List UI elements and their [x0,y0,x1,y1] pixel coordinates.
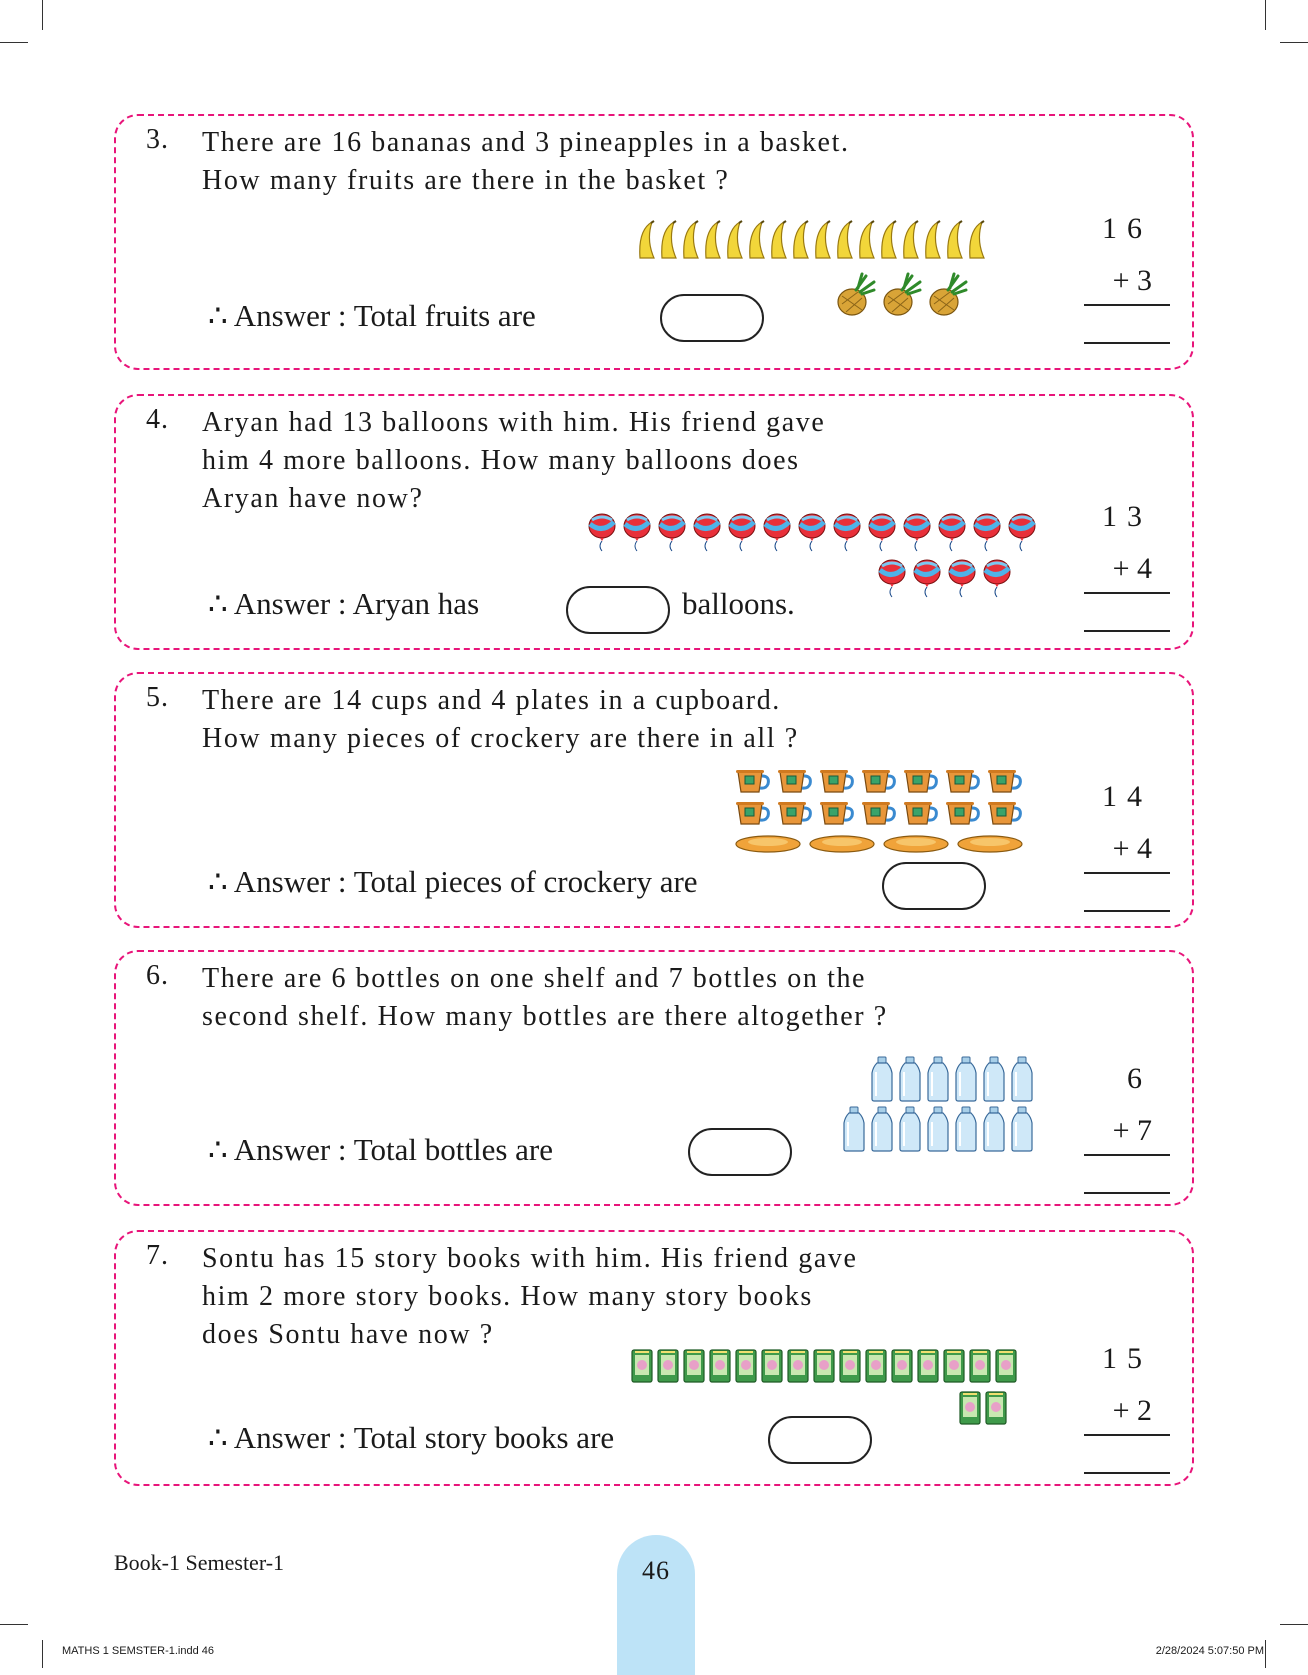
book-icon [890,1348,914,1384]
balloon-icon [726,512,758,552]
balloon-icon [586,512,618,552]
question-line: Sontu has 15 story books with him. His friend gave [202,1243,858,1274]
balloon-icon [761,512,793,552]
answer-text: ∴ Answer : Total story books are [208,1420,615,1455]
banana-icon [812,220,834,262]
book-icon [760,1348,784,1384]
question-line: him 2 more story books. How many story books [202,1281,813,1312]
answer-text: ∴ Answer : Total bottles are [208,1132,553,1167]
bottle-icon [1010,1056,1034,1102]
question-line: does Sontu have now ? [202,1319,494,1350]
crop-mark [0,42,28,43]
crop-mark [42,1640,43,1668]
question-4-box [114,394,1194,650]
sum-line [1084,1472,1170,1474]
cup-icon [944,768,982,796]
question-text [202,1240,858,1354]
book-icon [942,1348,966,1384]
print-slug-file: MATHS 1 SEMSTER-1.indd 46 [62,1645,215,1657]
bottle-icon [870,1106,894,1152]
addend-1: 6 [1127,1062,1152,1095]
answer-text: ∴ Answer : Total pieces of crockery are [208,864,698,899]
question-3-box [114,114,1194,370]
book-icon [968,1348,992,1384]
sum-line [1084,592,1170,594]
answer-input-box[interactable] [768,1416,872,1464]
book-icon [656,1348,680,1384]
book-icon [630,1348,654,1384]
balloon-icon [656,512,688,552]
answer-text: ∴ Answer : Total fruits are [208,298,536,333]
balloon-icon [831,512,863,552]
crop-mark [0,1624,28,1625]
bottle-icon [954,1056,978,1102]
crop-mark [1265,1640,1266,1668]
sum-line [1084,1434,1170,1436]
book-icon [994,1348,1018,1384]
question-number: 4. [146,404,169,435]
cup-icon [986,768,1024,796]
sum-line [1084,1154,1170,1156]
bottle-icon [1010,1106,1034,1152]
question-6-box [114,950,1194,1206]
question-number: 7. [146,1240,169,1271]
addend-2: + 7 [1112,1114,1152,1147]
crop-mark [42,0,43,30]
banana-icon [944,220,966,262]
cup-icon [860,800,898,828]
sum-line [1084,910,1170,912]
plate-icon [956,834,1024,854]
addend-2: + 4 [1112,832,1152,865]
crop-mark [1265,0,1266,30]
book-icon [864,1348,888,1384]
plate-icon [734,834,802,854]
question-line: How many pieces of crockery are there in all ? [202,723,799,754]
question-number: 5. [146,682,169,713]
crop-mark [1280,1624,1308,1625]
question-line: him 4 more balloons. How many balloons does [202,445,800,476]
cup-icon [860,768,898,796]
balloon-icon [691,512,723,552]
answer-input-box[interactable] [882,862,986,910]
balloon-icon [796,512,828,552]
bottle-icon [842,1106,866,1152]
banana-icon [636,220,658,262]
question-text [202,124,850,200]
balloon-icon [911,558,943,598]
banana-icon [702,220,724,262]
cup-icon [734,768,772,796]
pineapple-icon [924,272,970,318]
banana-icon [724,220,746,262]
question-5-box [114,672,1194,928]
crop-mark [1280,42,1308,43]
answer-input-box[interactable] [688,1128,792,1176]
balloon-icon [971,512,1003,552]
book-icon [734,1348,758,1384]
print-slug-date: 2/28/2024 5:07:50 PM [1155,1645,1264,1657]
balloon-icon [621,512,653,552]
book-icon [838,1348,862,1384]
banana-icon [878,220,900,262]
cup-icon [944,800,982,828]
addend-2: + 4 [1112,552,1152,585]
bottle-icon [982,1056,1006,1102]
sum-line [1084,872,1170,874]
banana-icon [768,220,790,262]
addend-1: 13 [1102,500,1152,533]
question-text [202,404,825,518]
answer-unit: balloons. [682,586,795,621]
banana-icon [834,220,856,262]
sum-line [1084,1192,1170,1194]
book-label: Book-1 Semester-1 [114,1550,285,1575]
bottle-icon [870,1056,894,1102]
banana-icon [922,220,944,262]
cup-icon [986,800,1024,828]
balloon-icon [1006,512,1038,552]
bottle-icon [982,1106,1006,1152]
answer-text: ∴ Answer : Aryan has [208,586,480,621]
cup-icon [734,800,772,828]
banana-icon [790,220,812,262]
banana-icon [680,220,702,262]
cup-icon [818,800,856,828]
question-line: How many fruits are there in the basket ? [202,165,730,196]
question-line: There are 16 bananas and 3 pineapples in a basket. [202,127,850,158]
plate-icon [808,834,876,854]
question-number: 6. [146,960,169,991]
bottle-icon [898,1056,922,1102]
book-icon [916,1348,940,1384]
sum-line [1084,342,1170,344]
book-icon [958,1390,982,1426]
plate-icon [882,834,950,854]
bottle-icon [926,1106,950,1152]
addend-2: + 2 [1112,1394,1152,1427]
sum-line [1084,304,1170,306]
question-line: There are 14 cups and 4 plates in a cupboard. [202,685,781,716]
banana-icon [900,220,922,262]
question-text [202,682,799,758]
cup-icon [902,768,940,796]
banana-icon [856,220,878,262]
question-text [202,960,888,1036]
bottle-icon [954,1106,978,1152]
question-line: Aryan have now? [202,483,424,514]
addend-1: 16 [1102,212,1152,245]
answer-input-box[interactable] [566,586,670,634]
book-icon [708,1348,732,1384]
question-line: Aryan had 13 balloons with him. His friend gave [202,407,826,438]
cup-icon [776,800,814,828]
banana-icon [658,220,680,262]
addend-1: 14 [1102,780,1152,813]
balloon-icon [936,512,968,552]
cup-icon [776,768,814,796]
cup-icon [902,800,940,828]
balloon-icon [866,512,898,552]
banana-icon [966,220,988,262]
bottle-icon [898,1106,922,1152]
balloon-icon [901,512,933,552]
pineapple-icon [832,272,878,318]
book-icon [984,1390,1008,1426]
answer-input-box[interactable] [660,294,764,342]
bottle-icon [926,1056,950,1102]
book-icon [812,1348,836,1384]
pineapple-icon [878,272,924,318]
cup-icon [818,768,856,796]
banana-icon [746,220,768,262]
sum-line [1084,630,1170,632]
question-7-box [114,1230,1194,1486]
book-icon [682,1348,706,1384]
balloon-icon [876,558,908,598]
question-number: 3. [146,124,169,155]
addend-2: + 3 [1112,264,1152,297]
page-number: 46 [642,1556,670,1585]
book-icon [786,1348,810,1384]
addend-1: 15 [1102,1342,1152,1375]
balloon-icon [946,558,978,598]
balloon-icon [981,558,1013,598]
question-line: second shelf. How many bottles are there altogether ? [202,1001,888,1032]
question-line: There are 6 bottles on one shelf and 7 bottles on the [202,963,867,994]
